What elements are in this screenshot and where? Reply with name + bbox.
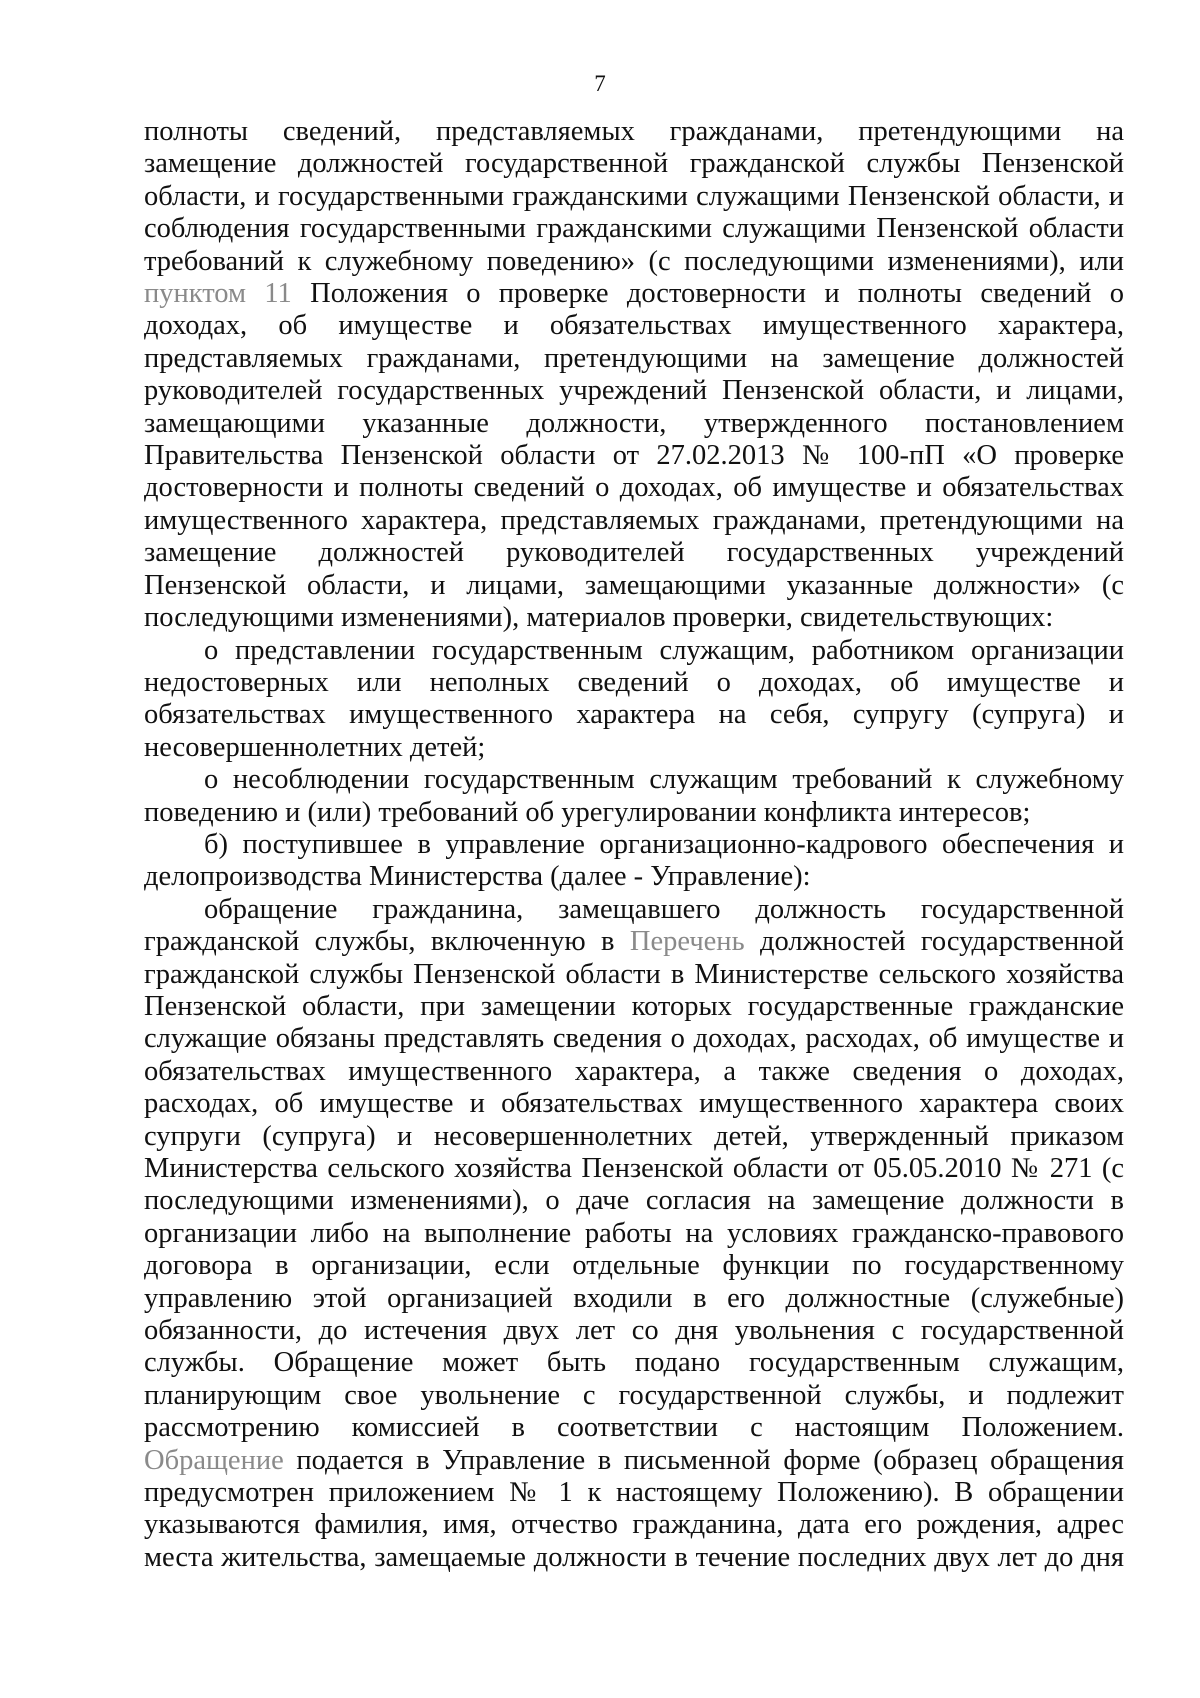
line-text: о несоблюдении государственным служащим требований к служебному [204, 764, 1124, 796]
line-text: обращение гражданина, замещавшего должность государственной [204, 893, 1124, 925]
text-line [144, 991, 1124, 1023]
text-line [144, 505, 1124, 537]
text-line [144, 570, 1124, 602]
line-text: делопроизводства Министерства (далее - Управление): [144, 861, 811, 893]
text-line [144, 213, 1124, 245]
line-text: полноты сведений, представляемых гражданами, претендующими на [144, 116, 1124, 147]
text-line [144, 148, 1124, 180]
line-text: службы. Обращение может быть подано государственным служащим, [144, 1347, 1124, 1379]
text-line [144, 829, 1124, 861]
line-text: замещающими указанные должности, утвержденного постановлением [144, 407, 1124, 439]
line-text: договора в организации, если отдельные функции по государственному [144, 1250, 1124, 1282]
text-line [144, 1412, 1124, 1444]
text-line [144, 894, 1124, 926]
line-text: Министерства сельского хозяйства Пензенской области от 05.05.2010 № 271 (с [144, 1153, 1124, 1184]
text-line [144, 1347, 1124, 1379]
text-line [144, 1153, 1124, 1185]
text-line [144, 797, 1124, 829]
line-text: замещение должностей государственной гражданской службы Пензенской [144, 148, 1124, 180]
faded-link-text: Перечень [629, 926, 745, 958]
text-line [144, 1380, 1124, 1412]
line-text: представляемых гражданами, претендующими на замещение должностей [144, 342, 1124, 374]
text-line [144, 1509, 1124, 1541]
line-text: рассмотрению комиссией в соответствии с настоящим Положением. [144, 1412, 1124, 1444]
text-line [144, 959, 1124, 991]
line-text: гражданской службы Пензенской области в Министерстве сельского хозяйства [144, 958, 1124, 990]
text-line [144, 1218, 1124, 1250]
line-text: требований к служебному поведению» (с последующими изменениями), или [144, 245, 1124, 277]
line-text: Положения о проверке достоверности и полноты сведений о [291, 278, 1124, 310]
text-line [144, 1477, 1124, 1509]
line-text: должностей государственной [744, 926, 1124, 958]
line-text: последующими изменениями), материалов проверки, свидетельствующих: [144, 602, 1054, 634]
text-line [144, 1315, 1124, 1347]
line-text: достоверности и полноты сведений о доходах, об имуществе и обязательствах [144, 472, 1124, 504]
text-line [144, 667, 1124, 699]
text-line [144, 1056, 1124, 1088]
text-line [144, 246, 1124, 278]
line-text: о представлении государственным служащим, работником организации [204, 634, 1124, 666]
text-line [144, 1542, 1124, 1574]
text-line [144, 375, 1124, 407]
line-text: служащие обязаны представлять сведения о доходах, расходах, об имуществе и [144, 1023, 1124, 1055]
text-line [144, 181, 1124, 213]
text-line [144, 732, 1124, 764]
line-text: б) поступившее в управление организационно-кадрового обеспечения и [204, 828, 1124, 860]
faded-link-text: Обращение [144, 1444, 284, 1476]
line-text: обязательствах имущественного характера, а также сведения о доходах, [144, 1055, 1124, 1087]
line-text: обязательствах имущественного характера на себя, супругу (супруга) и [144, 699, 1124, 731]
line-text: имущественного характера, представляемых гражданами, претендующими на [144, 504, 1124, 536]
text-line [144, 116, 1124, 148]
line-text: места жительства, замещаемые должности в течение последних двух лет до дня [144, 1541, 1124, 1573]
line-text: подается в Управление в письменной форме (образец обращения [283, 1444, 1124, 1476]
line-text: замещение должностей руководителей государственных учреждений [144, 537, 1124, 569]
faded-link-text: пунктом 11 [144, 278, 292, 310]
line-text: обязанности, до истечения двух лет со дня увольнения с государственной [144, 1315, 1124, 1347]
line-text: организации либо на выполнение работы на условиях гражданско-правового [144, 1217, 1124, 1249]
page-number: 7 [594, 71, 606, 96]
text-line [144, 343, 1124, 375]
line-text: указываются фамилия, имя, отчество гражданина, дата его рождения, адрес [144, 1509, 1124, 1541]
line-text: расходах, об имуществе и обязательствах имущественного характера своих [144, 1088, 1124, 1120]
text-line [144, 1445, 1124, 1477]
text-line [144, 699, 1124, 731]
text-line [144, 310, 1124, 342]
text-line [144, 926, 1124, 958]
line-text: Пензенской области, и лицами, замещающими указанные должности» (с [144, 569, 1124, 601]
line-text: несовершеннолетних детей; [144, 731, 486, 763]
line-text: поведению и (или) требований об урегулировании конфликта интересов; [144, 796, 1031, 828]
text-line [144, 440, 1124, 472]
text-line [144, 861, 1124, 893]
text-line [144, 1023, 1124, 1055]
text-line [144, 537, 1124, 569]
line-text: доходах, об имуществе и обязательствах имущественного характера, [144, 310, 1124, 342]
text-line [144, 602, 1124, 634]
line-text: управлению этой организацией входили в его должностные (служебные) [144, 1282, 1124, 1314]
line-text: гражданской службы, включенную в [144, 926, 630, 958]
line-text: супруги (супруга) и несовершеннолетних детей, утвержденный приказом [144, 1120, 1124, 1152]
text-line [144, 1121, 1124, 1153]
line-text: Пензенской области, при замещении которых государственные гражданские [144, 990, 1124, 1022]
document-body [144, 116, 1124, 1574]
line-text: Правительства Пензенской области от 27.02.2013 № 100-пП «О проверке [144, 440, 1124, 472]
text-line [144, 1283, 1124, 1315]
text-line [144, 764, 1124, 796]
line-text: недостоверных или неполных сведений о доходах, об имуществе и [144, 666, 1124, 698]
text-line [144, 1088, 1124, 1120]
text-line [144, 278, 1124, 310]
line-text: области, и государственными гражданскими служащими Пензенской области, и [144, 180, 1124, 212]
text-line [144, 408, 1124, 440]
line-text: планирующим свое увольнение с государственной службы, и подлежит [144, 1379, 1124, 1411]
text-line [144, 1185, 1124, 1217]
line-text: руководителей государственных учреждений Пензенской области, и лицами, [144, 375, 1124, 407]
line-text: соблюдения государственными гражданскими служащими Пензенской области [144, 213, 1124, 245]
text-line [144, 635, 1124, 667]
line-text: предусмотрен приложением № 1 к настоящему Положению). В обращении [144, 1477, 1124, 1509]
text-line [144, 1250, 1124, 1282]
text-line [144, 472, 1124, 504]
line-text: последующими изменениями), о даче согласия на замещение должности в [144, 1185, 1124, 1217]
